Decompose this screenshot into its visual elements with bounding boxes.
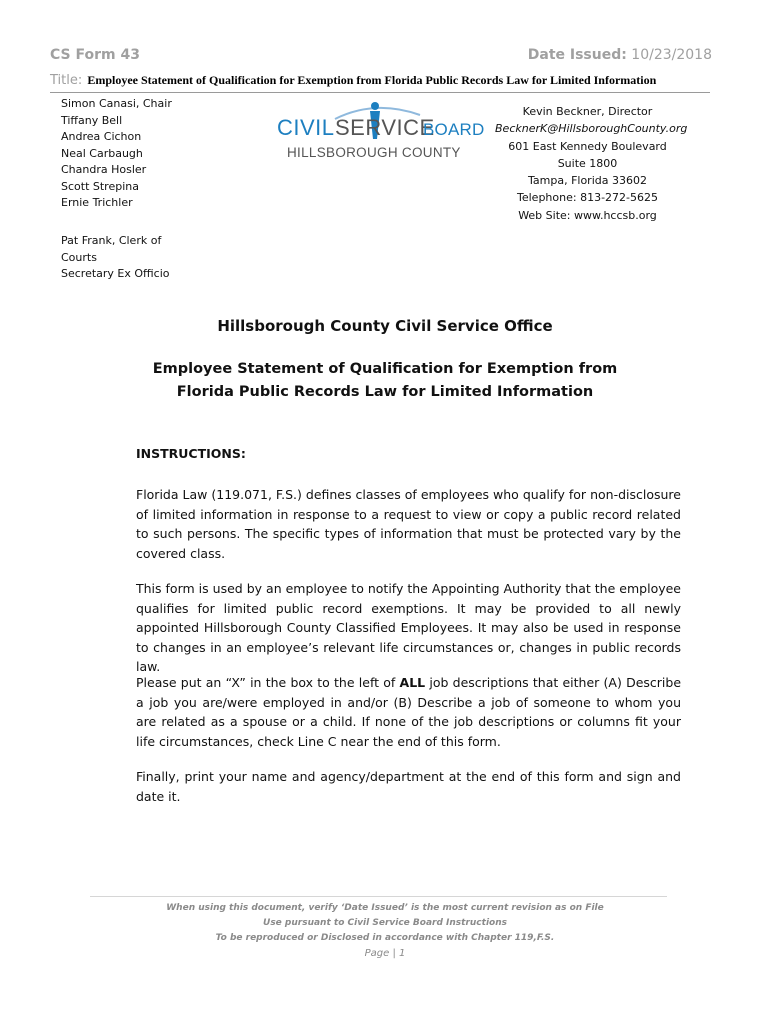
- title-value: Employee Statement of Qualification for Exemption from Florida Public Records Law for Limited Information: [87, 73, 657, 87]
- clerk-block: [61, 233, 170, 283]
- clerk-line: Pat Frank, Clerk of: [61, 234, 162, 247]
- svg-text:BOARD: [423, 120, 484, 139]
- address-street: 601 East Kennedy Boulevard: [508, 139, 667, 153]
- para3-emphasis: ALL: [399, 675, 426, 690]
- paragraph-form-usage: This form is used by an employee to notify the Appointing Authority that the employee qualifies for limited public record exemptions. It may be provided to all newly appointed Hillsborough County Classified Employees. It may also be used in response to changes in an employee’s relevant life circumstances or, changes in public records law.: [136, 581, 681, 674]
- board-member: Tiffany Bell: [61, 113, 123, 127]
- logo-word-service: SERVICE: [335, 115, 435, 140]
- date-issued: [528, 47, 712, 63]
- logo-subtitle: HILLSBOROUGH COUNTY: [287, 145, 461, 160]
- board-member: Neal Carbaugh: [61, 146, 143, 160]
- director-name: Kevin Beckner, Director: [522, 105, 653, 118]
- clerk-line: Secretary Ex Officio: [61, 267, 170, 280]
- date-issued-label: Date Issued:: [527, 47, 627, 63]
- address-suite: Suite 1800: [557, 156, 618, 170]
- footer-line-3: To be reproduced or Disclosed in accordance with Chapter 119,F.S.: [215, 933, 555, 943]
- board-member: Chandra Hosler: [61, 163, 147, 176]
- civil-service-board-logo: [275, 97, 485, 161]
- board-member: Scott Strepina: [61, 179, 139, 193]
- board-member: Simon Canasi, Chair: [61, 97, 172, 110]
- footer-divider: [90, 896, 667, 897]
- paragraph-florida-law: Florida Law (119.071, F.S.) defines classes of employees who qualify for non-disclosure of limited information in response to a request to view or copy a public record related to such persons. The specific types of information that must be protected vary by the covered class.: [136, 487, 681, 561]
- page-number: Page | 1: [364, 948, 406, 959]
- logo-word-board: BOARD: [423, 120, 485, 139]
- svg-text:CIVIL: [277, 115, 335, 140]
- header-divider: [50, 92, 710, 93]
- date-issued-value: 10/23/2018: [631, 47, 712, 63]
- website: Web Site: www.hccsb.org: [518, 208, 657, 222]
- board-members-list: [61, 96, 172, 212]
- logo-graphic: [275, 97, 485, 161]
- svg-text:SERVICE: [335, 115, 435, 140]
- para3-part-b: job descriptions that either (A) Describe a job you are/were employed in and/or (B) Describe a job of someone to whom you are related as a spouse or a child. If none of the job descriptions or columns fit your life circumstances, check Line C near the end of this form.: [136, 675, 682, 749]
- telephone: Telephone: 813-272-5625: [517, 191, 658, 205]
- board-member: Ernie Trichler: [61, 196, 133, 209]
- logo-figure-head: [371, 102, 379, 110]
- para3-part-a: Please put an “X” in the box to the left of: [136, 675, 400, 690]
- office-heading: Hillsborough County Civil Service Office: [217, 317, 553, 335]
- title-label: Title:: [50, 73, 83, 88]
- logo-word-civil: CIVIL: [277, 115, 335, 140]
- paragraph-sign-instructions: Finally, print your name and agency/department at the end of this form and sign and date it.: [136, 769, 681, 804]
- address-city: Tampa, Florida 33602: [528, 174, 647, 188]
- footer-line-2: Use pursuant to Civil Service Board Instructions: [263, 918, 507, 928]
- form-id: CS Form 43: [50, 47, 140, 63]
- form-heading: [0, 358, 770, 404]
- title-line: [50, 69, 712, 88]
- contact-block: [495, 103, 688, 224]
- instructions-heading: INSTRUCTIONS:: [136, 446, 246, 461]
- footer-line-1: When using this document, verify ‘Date Issued’ is the most current revision as on File: [166, 903, 604, 913]
- form-heading-line-1: Employee Statement of Qualification for Exemption from: [152, 361, 618, 377]
- form-heading-line-2: Florida Public Records Law for Limited Information: [176, 384, 594, 400]
- paragraph-checkbox-instructions: [136, 673, 681, 751]
- board-member: Andrea Cichon: [61, 130, 142, 143]
- director-email-link[interactable]: BecknerK@HillsboroughCounty.org: [495, 122, 688, 136]
- clerk-line: Courts: [61, 250, 97, 264]
- footer-notice: [0, 901, 770, 946]
